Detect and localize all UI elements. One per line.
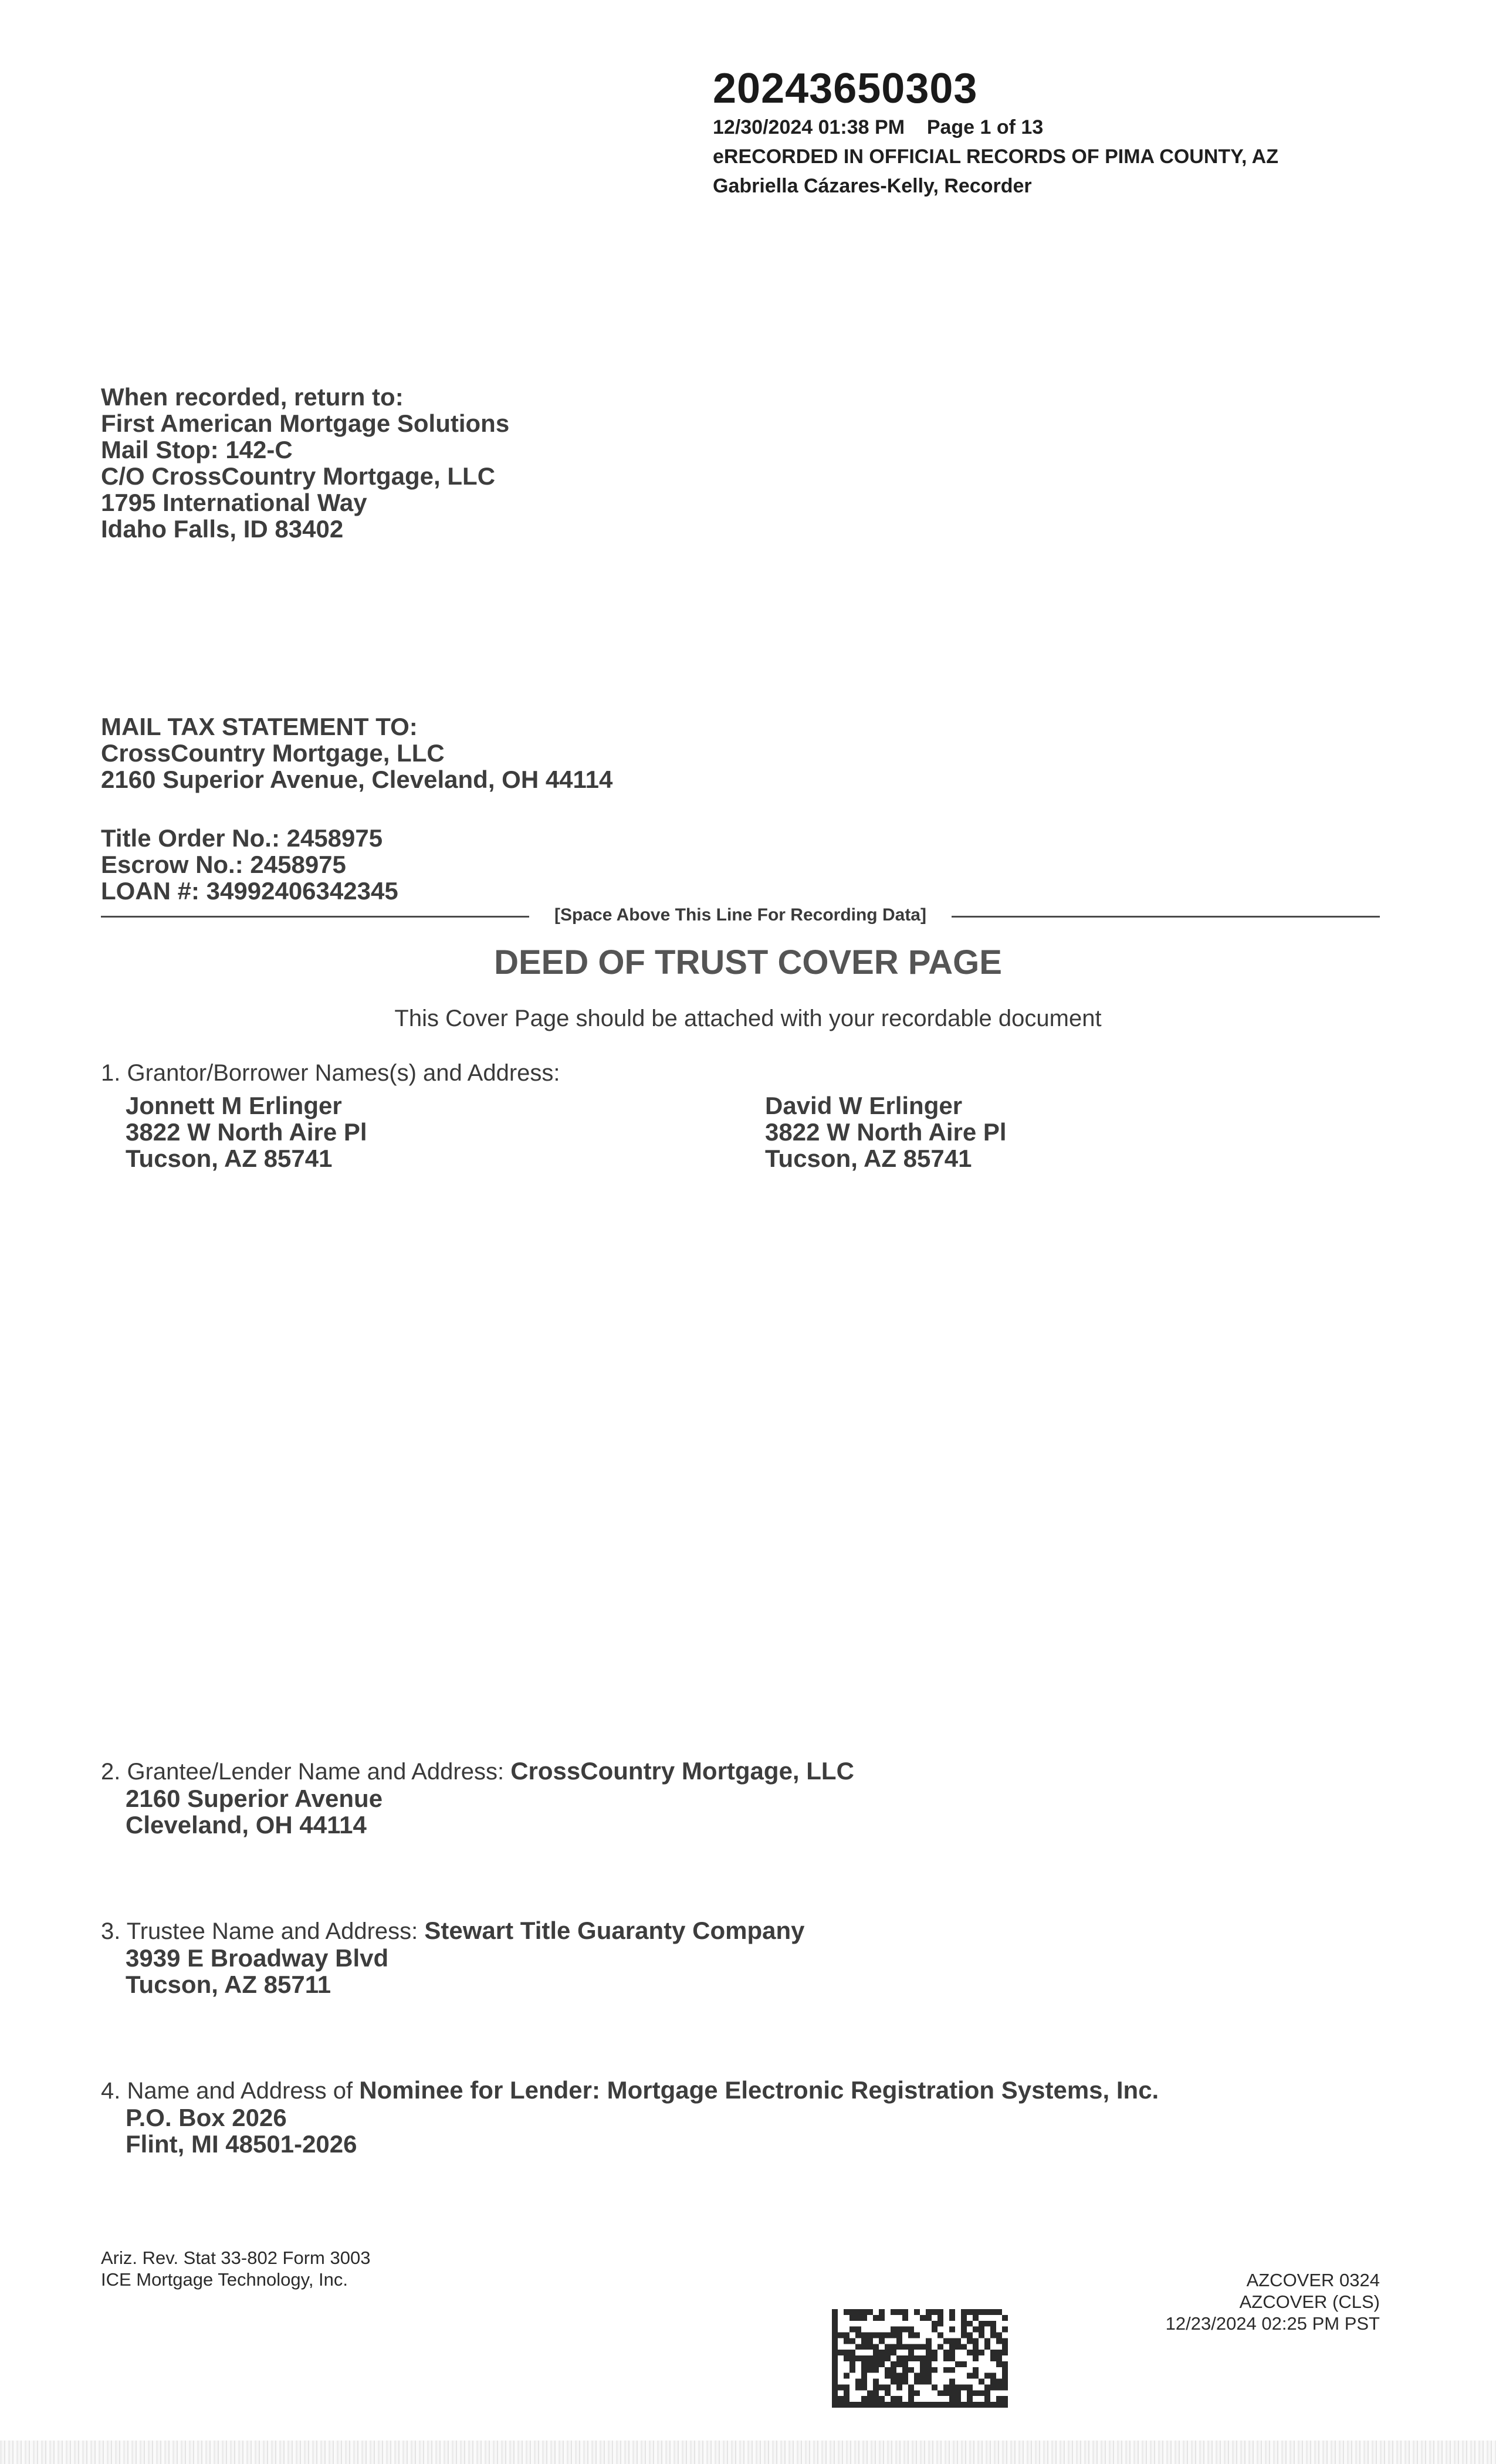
return-to-line: C/O CrossCountry Mortgage, LLC — [101, 462, 496, 490]
recording-date-page — [713, 113, 1278, 142]
form-code-variant: AZCOVER (CLS) — [1239, 2292, 1380, 2312]
section-grantee-label: 2. Grantee/Lender Name and Address: — [101, 1759, 505, 1785]
borrower-address — [126, 1092, 367, 1172]
borrower-name: David W Erlinger — [765, 1092, 963, 1119]
section-grantee-header — [101, 1758, 854, 1785]
space-above-line-label: [Space Above This Line For Recording Data] — [554, 905, 926, 925]
grantee-address-line: 2160 Superior Avenue — [126, 1785, 383, 1812]
borrower-street: 3822 W North Aire Pl — [126, 1118, 367, 1146]
tax-statement-block — [101, 713, 612, 793]
return-to-heading: When recorded, return to: — [101, 383, 404, 411]
order-info-block — [101, 825, 398, 904]
tax-statement-line: CrossCountry Mortgage, LLC — [101, 739, 445, 767]
tax-statement-line: 2160 Superior Avenue, Cleveland, OH 44114 — [101, 766, 613, 793]
recording-data-divider — [101, 902, 1380, 928]
borrower-city: Tucson, AZ 85741 — [765, 1145, 972, 1172]
scan-edge-noise — [0, 2441, 1496, 2464]
recording-datetime: 12/30/2024 01:38 PM — [713, 116, 905, 138]
form-code: AZCOVER 0324 — [1246, 2270, 1380, 2290]
borrower-address — [765, 1092, 1007, 1172]
grantee-address — [101, 1785, 854, 1838]
cover-page-subtitle: This Cover Page should be attached with your recordable document — [394, 1006, 1102, 1031]
section-trustee-label: 3. Trustee Name and Address: — [101, 1918, 418, 1944]
section-grantor-label: 1. Grantor/Borrower Names(s) and Address: — [101, 1060, 560, 1086]
trustee-name: Stewart Title Guaranty Company — [424, 1917, 805, 1944]
nominee-address-line: Flint, MI 48501-2026 — [126, 2130, 357, 2158]
form-timestamp: 12/23/2024 02:25 PM PST — [1165, 2313, 1380, 2334]
return-to-line: 1795 International Way — [101, 489, 367, 516]
trustee-address — [101, 1945, 804, 1998]
borrower-street: 3822 W North Aire Pl — [765, 1118, 1007, 1146]
trustee-address-line: 3939 E Broadway Blvd — [126, 1944, 389, 1972]
section-trustee-header — [101, 1917, 804, 1945]
recorded-in: eRECORDED IN OFFICIAL RECORDS OF PIMA COUNTY, AZ — [713, 145, 1279, 168]
loan-number: LOAN #: 34992406342345 — [101, 877, 398, 905]
datamatrix-barcode-icon — [832, 2309, 1008, 2408]
escrow-number: Escrow No.: 2458975 — [101, 851, 346, 878]
borrower-city: Tucson, AZ 85741 — [126, 1145, 333, 1172]
return-to-block — [101, 384, 509, 542]
divider-rule-right — [952, 916, 1380, 918]
tax-statement-heading: MAIL TAX STATEMENT TO: — [101, 713, 418, 740]
form-reference — [101, 2247, 370, 2290]
nominee-address — [101, 2104, 1159, 2157]
section-nominee-label: 4. Name and Address of — [101, 2078, 353, 2104]
section-grantee — [101, 1758, 854, 1838]
document-number: 20243650303 — [713, 65, 978, 112]
form-code-block — [1166, 2269, 1380, 2334]
recorder-name: Gabriella Cázares-Kelly, Recorder — [713, 175, 1032, 197]
recording-stamp — [713, 65, 1278, 201]
statute-reference: Ariz. Rev. Stat 33-802 Form 3003 — [101, 2248, 371, 2268]
section-nominee — [101, 2077, 1159, 2157]
return-to-line: First American Mortgage Solutions — [101, 409, 510, 437]
nominee-address-line: P.O. Box 2026 — [126, 2104, 287, 2131]
cover-page-title: DEED OF TRUST COVER PAGE — [494, 943, 1002, 981]
title-order-number: Title Order No.: 2458975 — [101, 824, 383, 852]
nominee-name: Nominee for Lender: Mortgage Electronic Registration Systems, Inc. — [359, 2076, 1159, 2104]
page-info: Page 1 of 13 — [926, 116, 1044, 138]
grantee-address-line: Cleveland, OH 44114 — [126, 1811, 367, 1839]
section-nominee-header — [101, 2077, 1159, 2104]
return-to-line: Mail Stop: 142-C — [101, 436, 293, 463]
grantee-name: CrossCountry Mortgage, LLC — [510, 1757, 854, 1785]
vendor-name: ICE Mortgage Technology, Inc. — [101, 2269, 348, 2290]
borrower-name: Jonnett M Erlinger — [126, 1092, 342, 1119]
return-to-line: Idaho Falls, ID 83402 — [101, 515, 344, 543]
section-trustee — [101, 1917, 804, 1998]
trustee-address-line: Tucson, AZ 85711 — [126, 1971, 331, 1998]
